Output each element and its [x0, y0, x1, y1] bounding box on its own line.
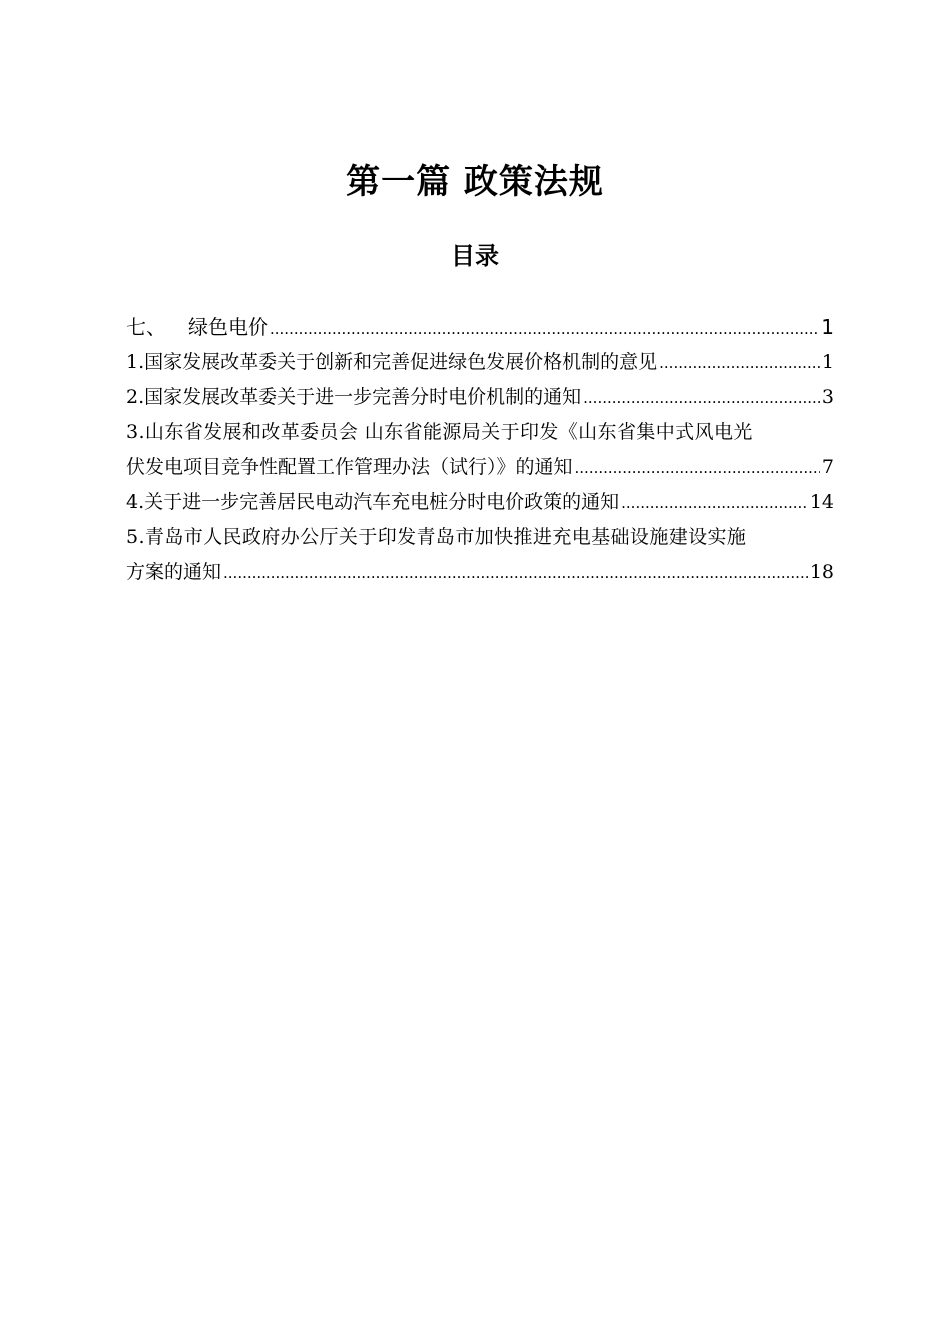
toc-entry-5[interactable]	[126, 555, 834, 590]
toc-page-number: 1	[821, 351, 834, 373]
toc-entry-4[interactable]	[126, 485, 834, 520]
toc-leader-dots	[270, 310, 819, 347]
toc-leader-dots	[583, 380, 820, 416]
toc-entry-title: 1.国家发展改革委关于创新和完善促进绿色发展价格机制的意见	[126, 351, 658, 373]
toc-section-title	[126, 310, 268, 345]
toc-entry-title: 4.关于进一步完善居民电动汽车充电桩分时电价政策的通知	[126, 491, 620, 513]
toc-leader-dots	[575, 450, 820, 486]
toc-entry-3[interactable]	[126, 450, 834, 485]
toc-leader-dots	[659, 345, 820, 381]
toc-entry-5-line-1[interactable]: 5.青岛市人民政府办公厅关于印发青岛市加快推进充电基础设施建设实施	[126, 526, 747, 548]
document-title: 第一篇 政策法规	[346, 162, 604, 202]
toc-page-number: 14	[809, 491, 834, 513]
toc-entry-title: 方案的通知	[126, 561, 222, 583]
toc-section-label: 绿色电价	[188, 315, 268, 339]
toc-leader-dots	[621, 485, 808, 521]
toc-heading: 目录	[451, 241, 499, 270]
toc-page-number: 7	[821, 456, 834, 478]
toc-section-entry[interactable]	[126, 310, 834, 345]
toc-page-number: 18	[809, 561, 834, 583]
toc-page-number: 3	[821, 386, 834, 408]
toc-entry-2[interactable]	[126, 380, 834, 415]
toc-entry-title: 伏发电项目竞争性配置工作管理办法（试行）》的通知	[126, 456, 573, 478]
toc-entry-title: 2.国家发展改革委关于进一步完善分时电价机制的通知	[126, 386, 582, 408]
toc-leader-dots	[223, 555, 808, 591]
toc-section-number: 七、	[126, 315, 166, 339]
table-of-contents	[126, 310, 834, 590]
toc-entry-3-line-1[interactable]: 3.山东省发展和改革委员会 山东省能源局关于印发《山东省集中式风电光	[126, 421, 753, 443]
toc-page-number: 1	[821, 315, 834, 339]
toc-entry-1[interactable]	[126, 345, 834, 380]
